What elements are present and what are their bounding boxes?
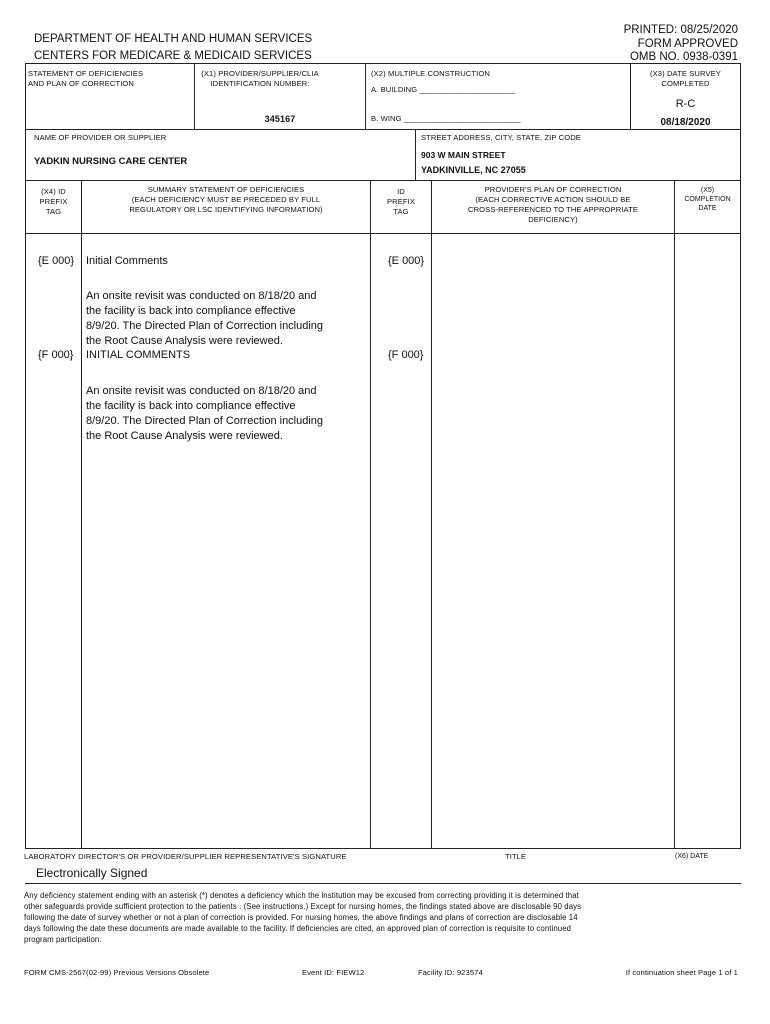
printed-date: PRINTED: 08/25/2020	[623, 24, 738, 36]
address-label: STREET ADDRESS, CITY, STATE, ZIP CODE	[421, 133, 581, 142]
x3-label: (X3) DATE SURVEY COMPLETED	[650, 69, 721, 88]
col-header-x4: (X4) ID PREFIX TAG	[39, 187, 68, 216]
col-header-summary: SUMMARY STATEMENT OF DEFICIENCIES (EACH DEFICIENCY MUST BE PRECEDED BY FULL REGULATORY OR LSC IDENTIFYING INFORMATION)	[129, 185, 323, 214]
address-line-2: YADKINVILLE, NC 27055	[421, 165, 526, 175]
entry-tag: {F 000}	[38, 349, 74, 361]
facility-id: Facility ID: 923574	[418, 968, 483, 977]
entry-tag: {E 000}	[38, 255, 75, 267]
wing-label: B. WING ___________________________	[371, 114, 521, 123]
col-header-plan: PROVIDER'S PLAN OF CORRECTION (EACH CORRECTIVE ACTION SHOULD BE CROSS-REFERENCED TO THE APPROPRIATE DEFICIENCY)	[467, 185, 639, 224]
title-label: TITLE	[505, 852, 527, 861]
event-id: Event ID: FIEW12	[302, 968, 365, 977]
building-label: A. BUILDING ______________________	[371, 85, 515, 94]
entry-text: An onsite revisit was conducted on 8/18/20 and the facility is back into compliance effective 8/9/20. The Directed Plan of Correction including the Root Cause Analysis were reviewed.	[86, 385, 324, 442]
x1-value: 345167	[264, 114, 296, 124]
signature-label: LABORATORY DIRECTOR'S OR PROVIDER/SUPPLIER REPRESENTATIVE'S SIGNATURE	[24, 852, 347, 861]
statement-label: STATEMENT OF DEFICIENCIES AND PLAN OF CORRECTION	[28, 69, 144, 88]
entry-text: An onsite revisit was conducted on 8/18/20 and the facility is back into compliance effective 8/9/20. The Directed Plan of Correction including the Root Cause Analysis were reviewed.	[86, 290, 324, 347]
department-line-1: DEPARTMENT OF HEALTH AND HUMAN SERVICES	[34, 33, 313, 45]
signature-value: Electronically Signed	[36, 866, 148, 880]
col-header-x5: (X5) COMPLETION DATE	[684, 187, 731, 212]
form-id: FORM CMS-2567(02-99) Previous Versions Obsolete	[24, 968, 210, 977]
department-line-2: CENTERS FOR MEDICARE & MEDICAID SERVICES	[34, 50, 312, 62]
address-line-1: 903 W MAIN STREET	[421, 150, 506, 160]
x3-code: R-C	[675, 98, 696, 110]
date-label: (X6) DATE	[675, 853, 709, 860]
omb-number: OMB NO. 0938-0391	[629, 51, 738, 63]
x1-label: (X1) PROVIDER/SUPPLIER/CLIA IDENTIFICATION NUMBER:	[201, 69, 319, 88]
entry-title: Initial Comments	[86, 255, 168, 267]
entry-id-tag: {F 000}	[388, 349, 424, 361]
x2-label: (X2) MULTIPLE CONSTRUCTION	[371, 69, 490, 78]
disclaimer: Any deficiency statement ending with an asterisk (*) denotes a deficiency which the institution may be excused from correcting providing it is determined that other safeguards provide sufficient protection to the patients . (See instructions.) Except for nursing homes, the findings stated above are disclosable 90 days following the date of survey whether or not a plan of correction is provided. For nursing homes, the above findings and plans of correction are disclosable 14 days following the date these documents are made available to the facility. If deficiencies are cited, an approved plan of correction is requisite to continued program participation.	[24, 891, 582, 944]
x3-date: 08/18/2020	[660, 117, 711, 128]
provider-label: NAME OF PROVIDER OR SUPPLIER	[34, 133, 167, 142]
entry-id-tag: {E 000}	[388, 255, 425, 267]
continuation-page: If continuation sheet Page 1 of 1	[625, 968, 738, 977]
form-approved: FORM APPROVED	[637, 38, 738, 50]
entry-title: INITIAL COMMENTS	[86, 349, 191, 361]
col-header-id-prefix: ID PREFIX TAG	[386, 187, 416, 216]
provider-name: YADKIN NURSING CARE CENTER	[34, 156, 188, 167]
